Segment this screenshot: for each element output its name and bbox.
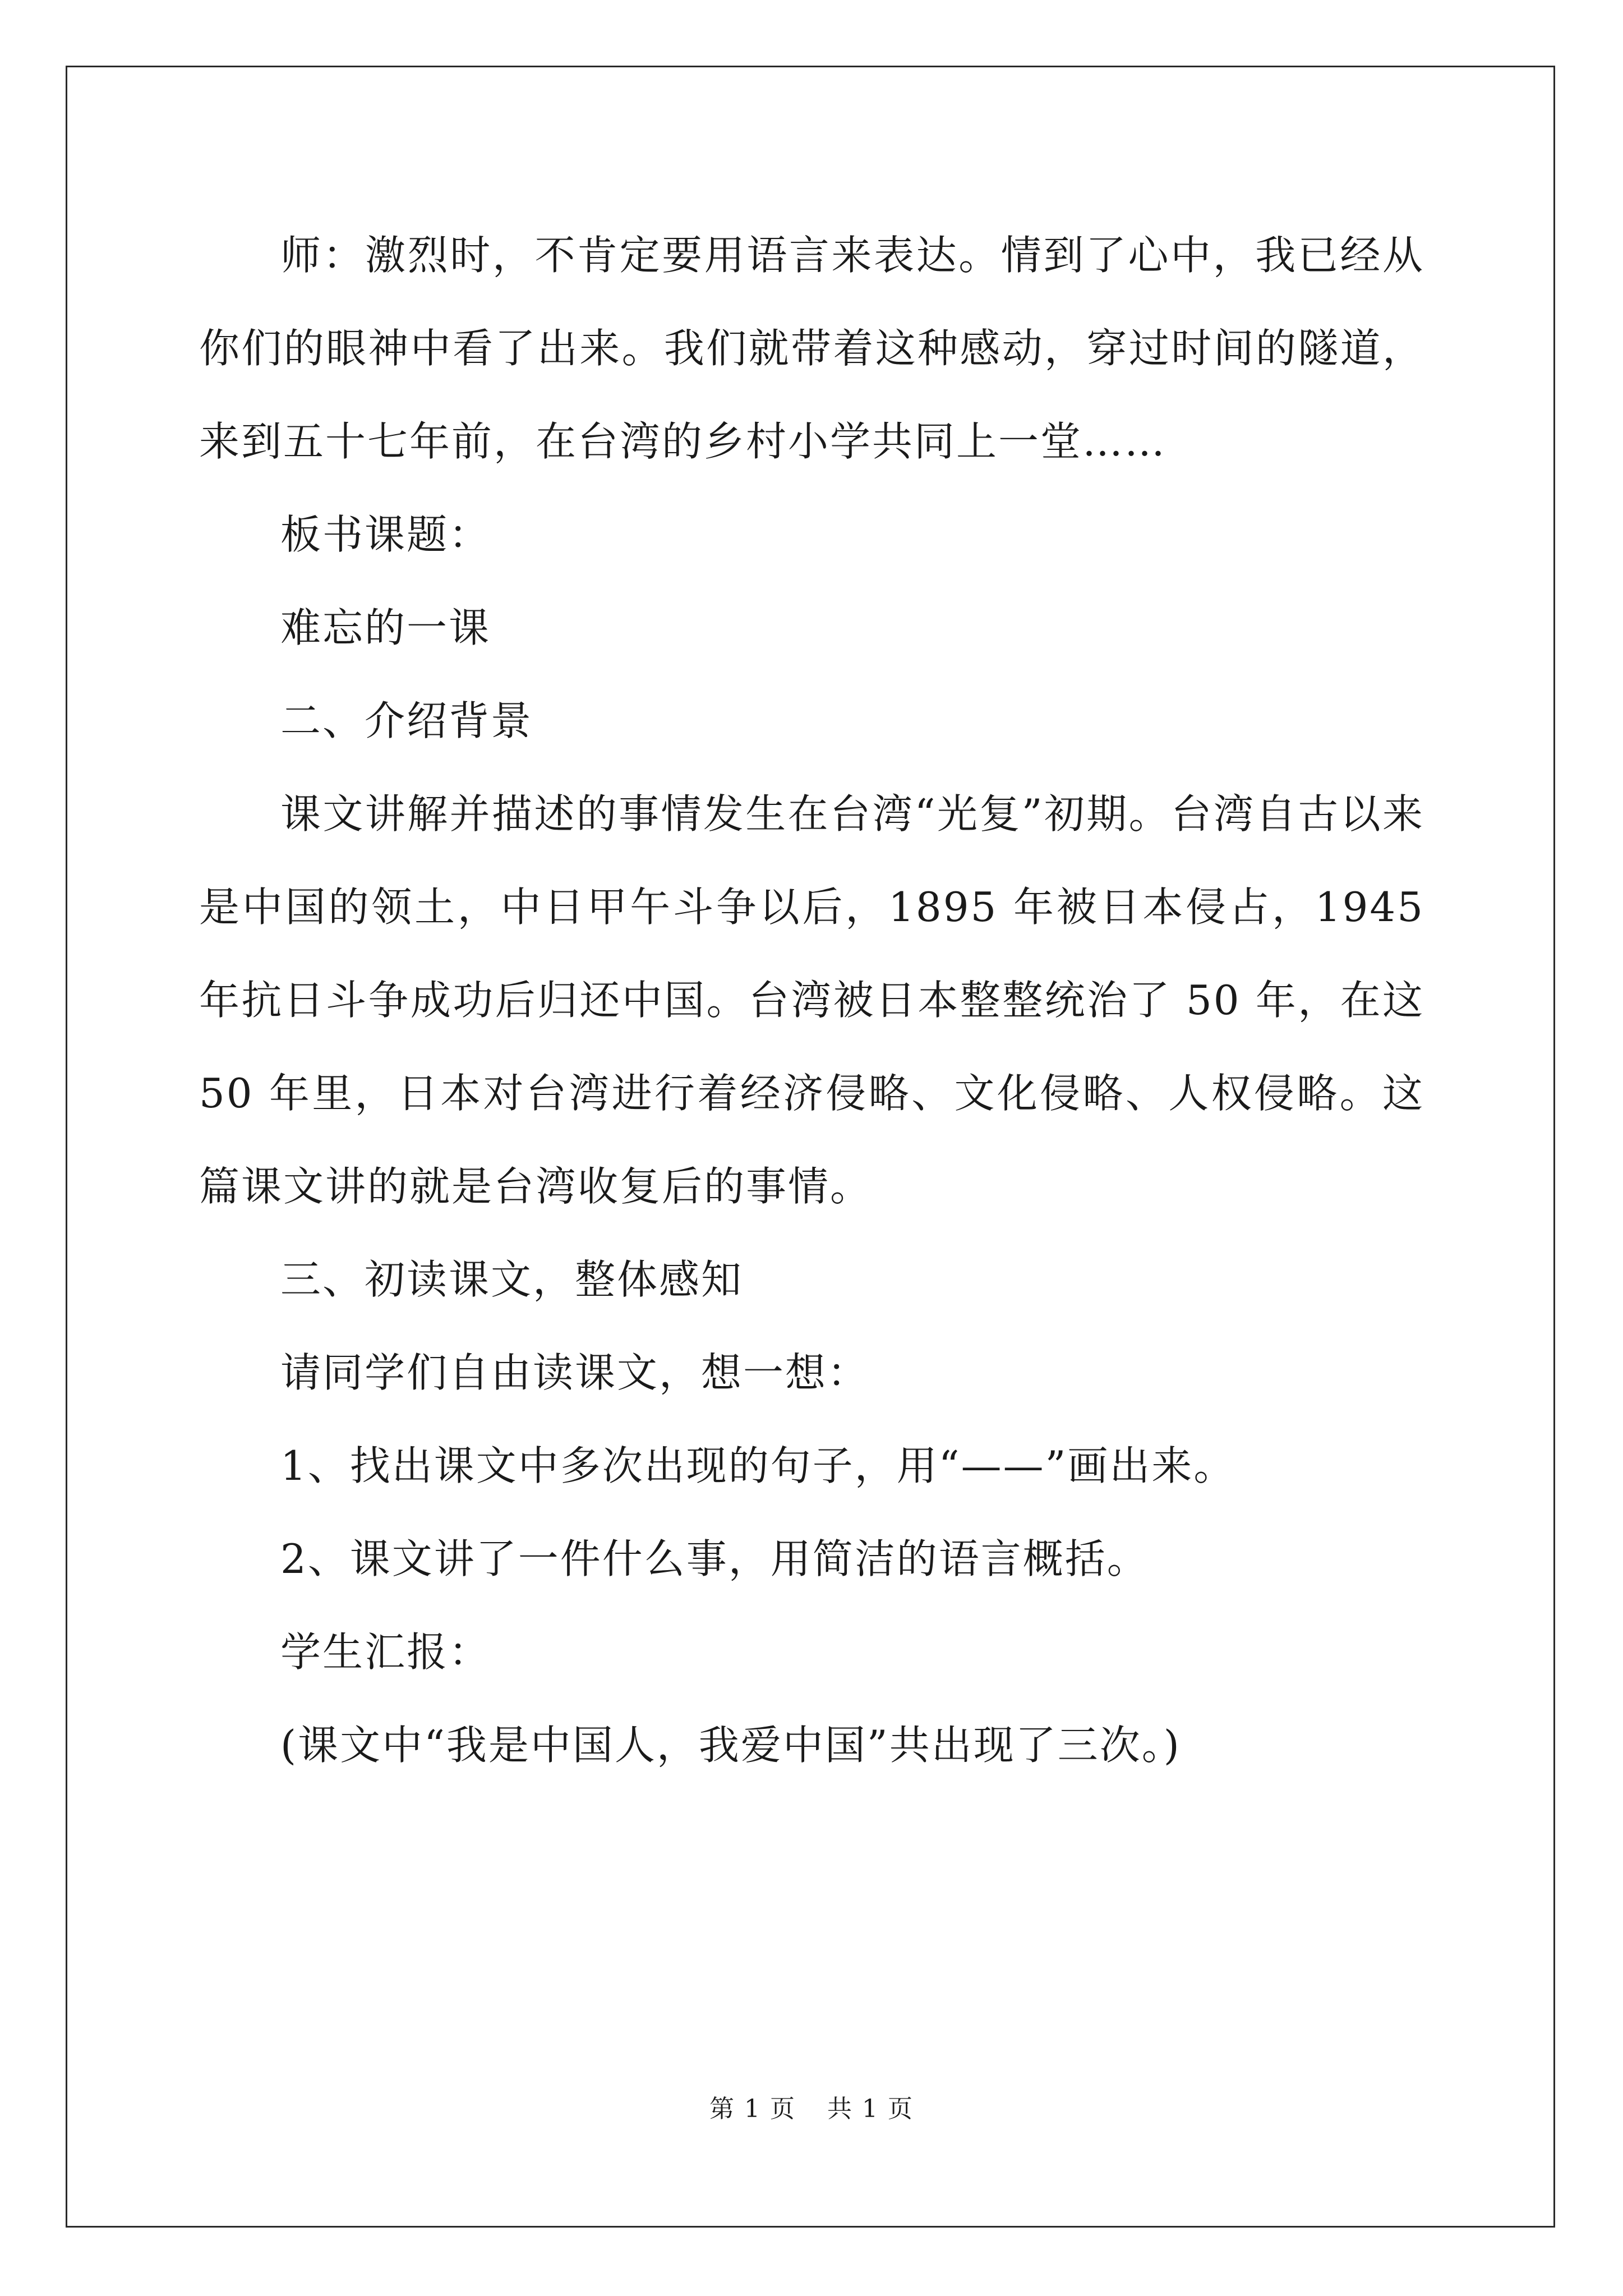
section-heading: 三、初读课文，整体感知 bbox=[280, 1256, 744, 1303]
list-item: 1、找出课文中多次出现的句子，用“——”画出来。 bbox=[280, 1442, 1236, 1489]
list-item: 2、课文讲了一件什么事，用简洁的语言概括。 bbox=[280, 1535, 1149, 1582]
paragraph: 难忘的一课 bbox=[280, 604, 491, 651]
page-total: 共 1 页 bbox=[827, 2095, 914, 2123]
paragraph: 学生汇报： bbox=[280, 1628, 491, 1676]
page-footer bbox=[0, 2092, 1623, 2126]
document-body bbox=[199, 209, 1424, 1792]
paragraph: 课文讲解并描述的事情发生在台湾“光复”初期。台湾自古以来是中国的领土，中日甲午斗争以后，1895 年被日本侵占，1945 年抗日斗争成功后归还中国。台湾被日本整整统治了 50 年，在这 50 年里，日本对台湾进行着经济侵略、文化侵略、人权侵略。这篇课文讲的就是台湾收复后的事情。 bbox=[199, 790, 1424, 1210]
paragraph: 板书课题： bbox=[280, 511, 491, 558]
section-heading: 二、介绍背景 bbox=[280, 697, 533, 744]
paragraph: 师：激烈时，不肯定要用语言来表达。情到了心中，我已经从你们的眼神中看了出来。我们就带着这种感动，穿过时间的隧道，来到五十七年前，在台湾的乡村小学共同上一堂…… bbox=[199, 232, 1424, 465]
page-number: 第 1 页 bbox=[709, 2095, 796, 2123]
paragraph: (课文中“我是中国人，我爱中国”共出现了三次。) bbox=[280, 1722, 1181, 1769]
paragraph: 请同学们自由读课文，想一想： bbox=[280, 1349, 870, 1396]
